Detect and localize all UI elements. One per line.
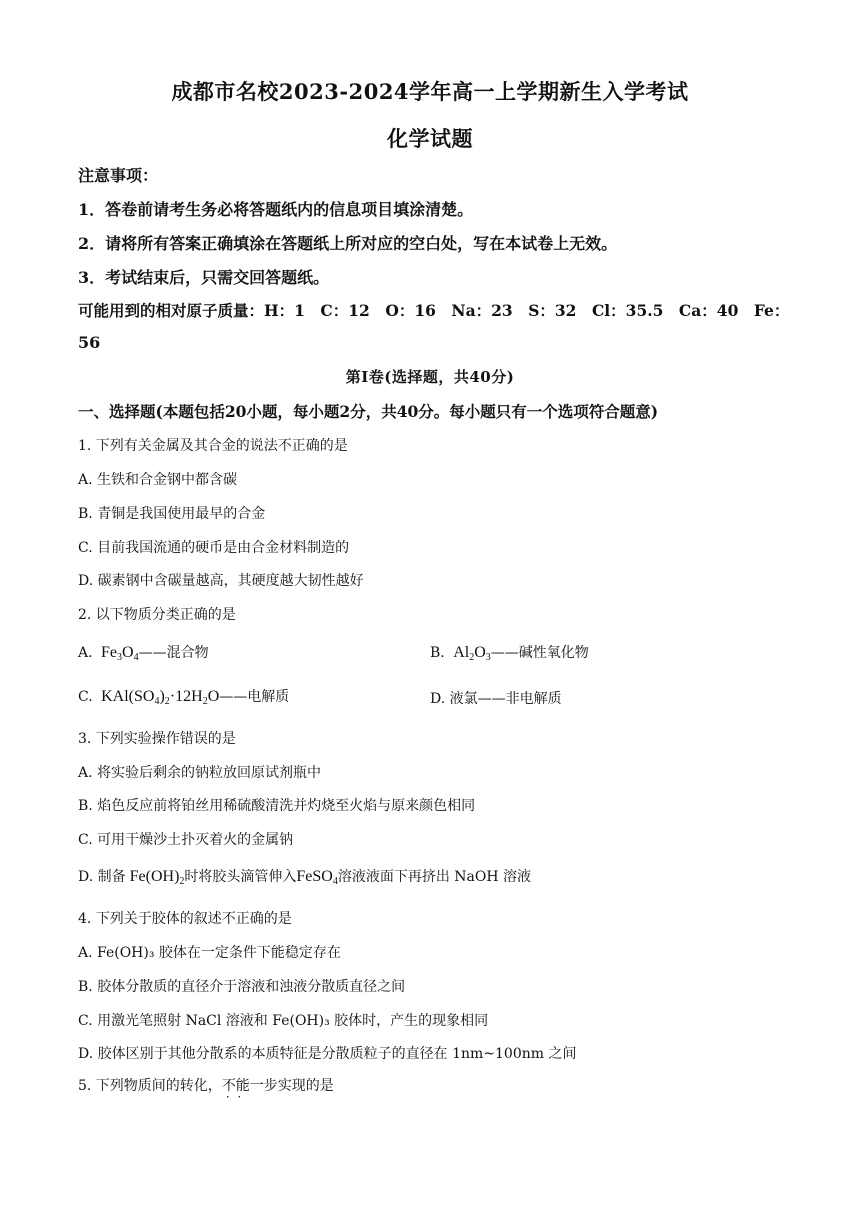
question-5-stem-suffix: 一步实现的是 xyxy=(249,1078,334,1094)
notice-item-3: 3．考试结束后，只需交回答题纸。 xyxy=(78,268,330,287)
question-3-option-d xyxy=(78,866,531,886)
part1-heading: 第Ⅰ卷(选择题，共40分) xyxy=(345,368,515,386)
option-c-text: ——电解质 xyxy=(219,689,290,705)
question-2-option-b xyxy=(430,642,589,662)
option-b-label: B. xyxy=(430,645,445,661)
question-3-option-a: A. 将实验后剩余的钠粒放回原试剂瓶中 xyxy=(78,765,322,781)
question-4-stem: 4. 下列关于胶体的叙述不正确的是 xyxy=(78,911,292,927)
question-3-stem: 3. 下列实验操作错误的是 xyxy=(78,731,236,747)
question-1-option-d: D. 碳素钢中含碳量越高，其硬度越大韧性越好 xyxy=(78,573,364,589)
option-a-label: A. xyxy=(78,645,93,661)
feso4-formula: FeSO$_4$ xyxy=(296,868,338,887)
question-5-stem xyxy=(78,1075,334,1095)
atomic-mass-line: 可能用到的相对原子质量：H：1 C：12 O：16 Na：23 S：32 Cl：35.5 Ca：40 Fe： xyxy=(78,301,790,320)
question-5-emphasis: 不能 · · xyxy=(222,1078,250,1094)
question-4-option-a: A. Fe(OH)₃ 胶体在一定条件下能稳定存在 xyxy=(78,945,341,961)
option-b-text: ——碱性氧化物 xyxy=(490,645,589,661)
fe-oh-2-formula: $Fe(OH)_2$ xyxy=(125,868,185,887)
alum-formula: $KAl(SO_4)_2\cdot 12H_2O$ xyxy=(97,688,220,707)
question-3-option-c: C. 可用干燥沙土扑灭着火的金属钠 xyxy=(78,832,294,848)
question-1-option-a: A. 生铁和合金钢中都含碳 xyxy=(78,472,238,488)
option-d-suffix: 溶液液面下再挤出 NaOH 溶液 xyxy=(337,869,532,885)
question-4-option-d: D. 胶体区别于其他分散系的本质特征是分散质粒子的直径在 1nm~100nm 之间 xyxy=(78,1046,577,1062)
question-2-option-a xyxy=(78,642,209,662)
fe3o4-formula: $Fe_3O_4$ xyxy=(97,644,139,663)
question-3-option-b: B. 焰色反应前将铂丝用稀硫酸清洗并灼烧至火焰与原来颜色相同 xyxy=(78,798,476,814)
question-5-stem-prefix: 5. 下列物质间的转化， xyxy=(78,1078,222,1094)
notice-item-1: 1．答卷前请考生务必将答题纸内的信息项目填涂清楚。 xyxy=(78,200,474,219)
question-2-option-d: D. 液氯——非电解质 xyxy=(430,691,562,707)
option-d-prefix: D. 制备 xyxy=(78,869,126,885)
exam-title: 成都市名校2023-2024学年高一上学期新生入学考试 xyxy=(171,79,689,104)
question-2-option-c xyxy=(78,686,289,706)
option-a-text: ——混合物 xyxy=(138,645,209,661)
exam-subtitle: 化学试题 xyxy=(387,126,473,151)
al2o3-formula: $Al_2O_3$ xyxy=(449,644,491,663)
question-1-stem: 1. 下列有关金属及其合金的说法不正确的是 xyxy=(78,438,348,454)
notice-heading: 注意事项： xyxy=(78,166,159,185)
question-4-option-c: C. 用激光笔照射 NaCl 溶液和 Fe(OH)₃ 胶体时，产生的现象相同 xyxy=(78,1013,489,1029)
option-c-label: C. xyxy=(78,689,93,705)
notice-item-2: 2．请将所有答案正确填涂在答题纸上所对应的空白处，写在本试卷上无效。 xyxy=(78,234,618,253)
question-2-stem: 2. 以下物质分类正确的是 xyxy=(78,607,236,623)
question-4-option-b: B. 胶体分散质的直径介于溶液和浊液分散质直径之间 xyxy=(78,979,406,995)
atomic-mass-line-cont: 56 xyxy=(78,333,101,352)
option-d-middle: 时将胶头滴管伸入 xyxy=(184,869,297,885)
question-1-option-c: C. 目前我国流通的硬币是由合金材料制造的 xyxy=(78,540,350,556)
question-1-option-b: B. 青铜是我国使用最早的合金 xyxy=(78,506,266,522)
section-heading: 一、选择题(本题包括20小题，每小题2分，共40分。每小题只有一个选项符合题意) xyxy=(78,402,659,421)
